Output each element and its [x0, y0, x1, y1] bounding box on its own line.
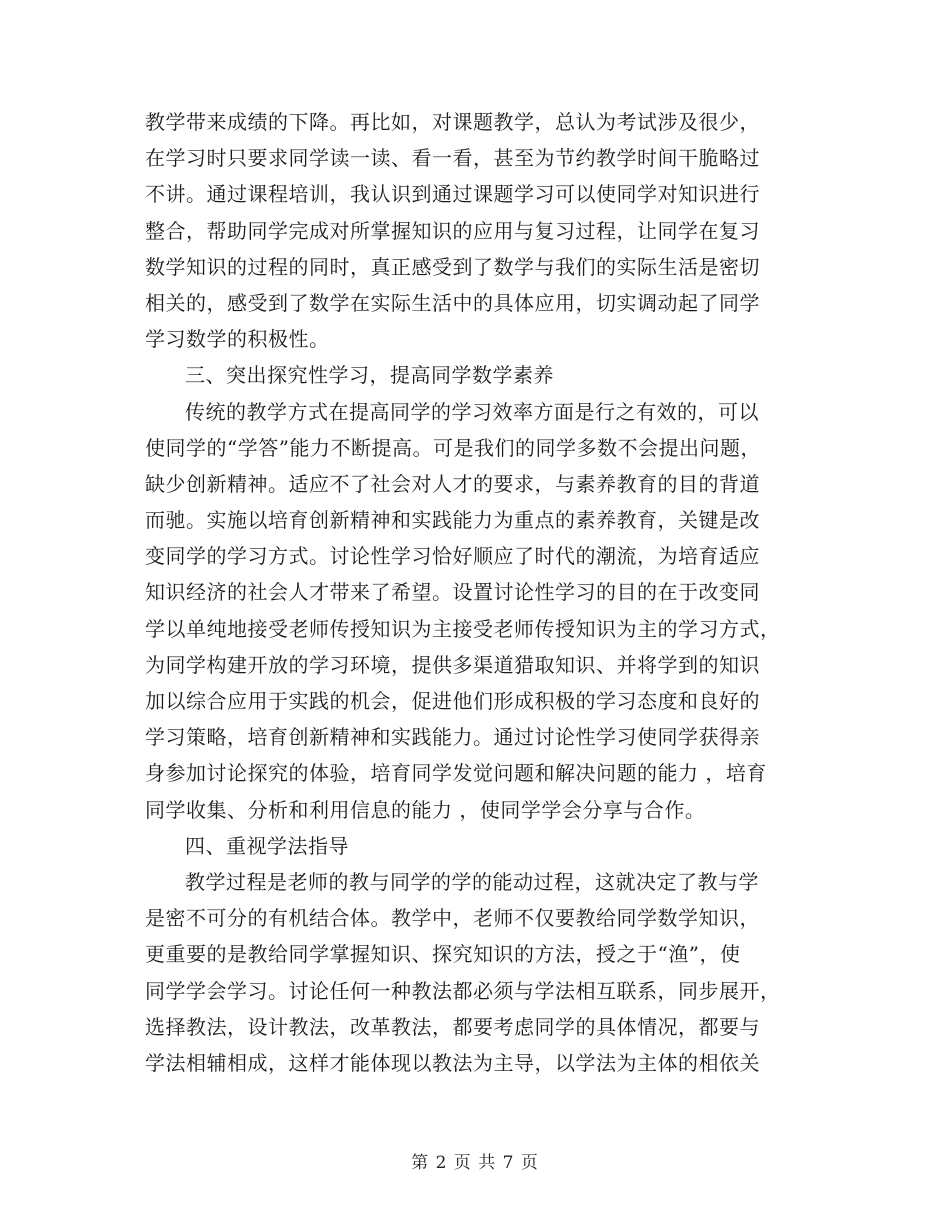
text-line: 不讲。通过课程培训，我认识到通过课题学习可以使同学对知识进行 [145, 182, 760, 207]
text-line: 学习数学的积极性。 [145, 327, 330, 352]
text-line: 变同学的学习方式。讨论性学习恰好顺应了时代的潮流，为培育适应 [145, 544, 760, 569]
text-line: 在学习时只要求同学读一读、看一看，甚至为节约教学时间干脆略过 [145, 146, 760, 171]
text-line: 教学带来成绩的下降。再比如，对课题教学，总认为考试涉及很少， [145, 110, 760, 134]
section-heading: 三、突出探究性学习，提高同学数学素养 [185, 363, 554, 388]
text-line: 学习策略，培育创新精神和实践能力。通过讨论性学习使同学获得亲 [145, 725, 760, 750]
text-line: 学法相辅相成，这样才能体现以教法为主导，以学法为主体的相依关 [145, 1050, 760, 1075]
text-line: 学以单纯地接受老师传授知识为主接受老师传授知识为主的学习方式， [145, 616, 781, 641]
text-line: 整合，帮助同学完成对所掌握知识的应用与复习过程，让同学在复习 [145, 218, 760, 243]
text-line: 传统的教学方式在提高同学的学习效率方面是行之有效的，可以 [185, 399, 759, 424]
text-line: 知识经济的社会人才带来了希望。设置讨论性学习的目的在于改变同 [145, 580, 760, 605]
text-line: 加以综合应用于实践的机会，促进他们形成积极的学习态度和良好的 [145, 689, 760, 713]
text-line: 是密不可分的有机结合体。教学中，老师不仅要教给同学数学知识， [145, 906, 760, 931]
text-line: 而驰。实施以培育创新精神和实践能力为重点的素养教育，关键是改 [145, 508, 760, 533]
text-line: 使同学的“学答”能力不断提高。可是我们的同学多数不会提出问题， [145, 435, 761, 460]
text-line: 选择教法，设计教法，改革教法，都要考虑同学的具体情况，都要与 [145, 1014, 760, 1039]
document-body [145, 104, 805, 1081]
section-heading: 四、重视学法指导 [185, 833, 349, 858]
text-line: 缺少创新精神。适应不了社会对人才的要求，与素养教育的目的背道 [145, 471, 760, 496]
text-line: 身参加讨论探究的体验，培育同学发觉问题和解决问题的能力 ，培育 [145, 761, 767, 786]
text-line: 数学知识的过程的同时，真正感受到了数学与我们的实际生活是密切 [145, 254, 760, 279]
text-line: 教学过程是老师的教与同学的学的能动过程，这就决定了教与学 [185, 869, 759, 894]
text-line: 同学学会学习。讨论任何一种教法都必须与学法相互联系，同步展开， [145, 978, 781, 1003]
text-line: 为同学构建开放的学习环境，提供多渠道猎取知识、并将学到的知识 [145, 652, 760, 677]
text-line: 同学收集、分析和利用信息的能力 ，使同学学会分享与合作。 [145, 797, 706, 822]
text-line: 更重要的是教给同学掌握知识、探究知识的方法，授之于“渔”，使 [145, 942, 741, 967]
page-number-footer: 第 2 页 共 7 页 [411, 1153, 539, 1173]
text-line: 相关的，感受到了数学在实际生活中的具体应用，切实调动起了同学 [145, 290, 760, 315]
